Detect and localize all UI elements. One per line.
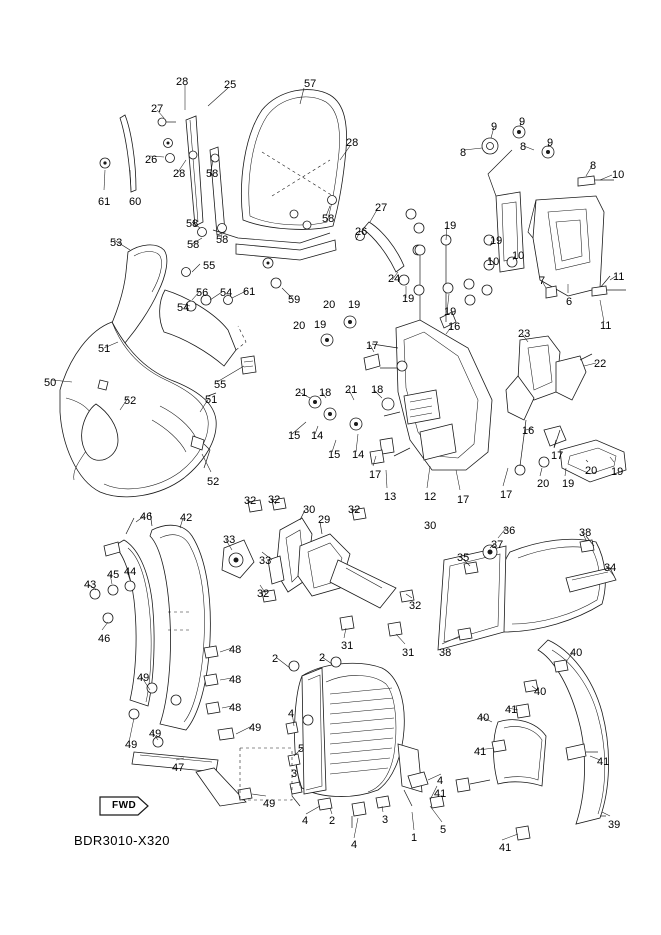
part-callout-55: 55 <box>214 379 227 391</box>
part-callout-54: 54 <box>220 287 233 299</box>
part-callout-58: 58 <box>186 218 199 230</box>
front-cowl <box>60 245 256 497</box>
part-callout-28: 28 <box>176 76 189 88</box>
part-callout-2: 2 <box>319 652 326 664</box>
part-callout-60: 60 <box>129 196 142 208</box>
part-callout-1: 1 <box>411 832 418 844</box>
part-callout-61: 61 <box>98 196 111 208</box>
part-callout-19: 19 <box>562 478 575 490</box>
part-callout-3: 3 <box>291 768 298 780</box>
part-callout-19: 19 <box>490 235 503 247</box>
part-callout-14: 14 <box>311 430 324 442</box>
part-callout-8: 8 <box>520 141 527 153</box>
part-callout-58: 58 <box>322 213 335 225</box>
part-callout-47: 47 <box>172 762 185 774</box>
part-callout-17: 17 <box>369 469 382 481</box>
part-callout-38: 38 <box>579 527 592 539</box>
part-callout-26: 26 <box>355 226 368 238</box>
part-callout-58: 58 <box>216 234 229 246</box>
part-callout-25: 25 <box>224 79 237 91</box>
part-callout-9: 9 <box>547 137 554 149</box>
part-callout-56: 56 <box>196 287 209 299</box>
part-callout-40: 40 <box>570 647 583 659</box>
part-callout-17: 17 <box>366 340 379 352</box>
part-callout-5: 5 <box>440 824 447 836</box>
part-callout-27: 27 <box>375 202 388 214</box>
part-callout-20: 20 <box>537 478 550 490</box>
fwd-direction-marker <box>98 795 150 817</box>
part-callout-32: 32 <box>268 494 281 506</box>
part-callout-5: 5 <box>298 743 305 755</box>
part-callout-38: 38 <box>439 647 452 659</box>
part-callout-33: 33 <box>223 534 236 546</box>
part-callout-4: 4 <box>351 839 358 851</box>
part-callout-17: 17 <box>500 489 513 501</box>
part-callout-48: 48 <box>229 644 242 656</box>
part-callout-18: 18 <box>319 387 332 399</box>
part-callout-11: 11 <box>600 320 612 332</box>
part-callout-4: 4 <box>302 815 309 827</box>
part-callout-58: 58 <box>187 239 200 251</box>
right-lower-panel <box>456 640 609 840</box>
part-callout-49: 49 <box>249 722 262 734</box>
part-callout-11: 11 <box>613 271 625 283</box>
part-callout-23: 23 <box>518 328 531 340</box>
part-callout-45: 45 <box>107 569 120 581</box>
part-callout-33: 33 <box>259 555 272 567</box>
part-callout-29: 29 <box>318 514 331 526</box>
part-callout-28: 28 <box>173 168 186 180</box>
part-callout-14: 14 <box>352 449 365 461</box>
part-callout-41: 41 <box>505 704 518 716</box>
part-callout-17: 17 <box>551 450 564 462</box>
part-callout-58: 58 <box>206 168 219 180</box>
part-callout-16: 16 <box>448 321 461 333</box>
part-callout-24: 24 <box>388 273 401 285</box>
part-callout-4: 4 <box>288 708 295 720</box>
part-callout-52: 52 <box>124 395 137 407</box>
part-callout-19: 19 <box>314 319 327 331</box>
part-callout-15: 15 <box>328 449 341 461</box>
part-callout-41: 41 <box>499 842 512 854</box>
part-callout-19: 19 <box>444 306 457 318</box>
diagram-code-label: BDR3010-X320 <box>74 833 170 848</box>
part-callout-41: 41 <box>434 788 447 800</box>
part-callout-8: 8 <box>590 160 597 172</box>
part-callout-49: 49 <box>149 728 162 740</box>
part-callout-30: 30 <box>424 520 437 532</box>
part-callout-31: 31 <box>402 647 415 659</box>
part-callout-27: 27 <box>151 103 164 115</box>
part-callout-54: 54 <box>177 302 190 314</box>
part-callout-44: 44 <box>124 566 137 578</box>
part-callout-12: 12 <box>424 491 437 503</box>
part-callout-43: 43 <box>84 579 97 591</box>
part-callout-4: 4 <box>437 775 444 787</box>
part-callout-53: 53 <box>110 237 123 249</box>
part-callout-31: 31 <box>341 640 354 652</box>
part-callout-19: 19 <box>611 466 624 478</box>
part-callout-20: 20 <box>293 320 306 332</box>
part-callout-49: 49 <box>263 798 276 810</box>
part-callout-51: 51 <box>98 343 111 355</box>
part-callout-9: 9 <box>491 121 498 133</box>
fwd-label: FWD <box>112 800 137 811</box>
part-callout-17: 17 <box>457 494 470 506</box>
part-callout-19: 19 <box>444 220 457 232</box>
part-callout-19: 19 <box>402 293 415 305</box>
part-callout-13: 13 <box>384 491 397 503</box>
part-callout-51: 51 <box>205 394 218 406</box>
part-callout-52: 52 <box>207 476 220 488</box>
part-callout-32: 32 <box>257 588 270 600</box>
part-callout-19: 19 <box>348 299 361 311</box>
part-callout-6: 6 <box>566 296 573 308</box>
part-callout-48: 48 <box>229 702 242 714</box>
part-callout-32: 32 <box>348 504 361 516</box>
part-callout-2: 2 <box>272 653 279 665</box>
part-callout-59: 59 <box>288 294 301 306</box>
right-side-brackets <box>506 336 626 482</box>
part-callout-42: 42 <box>180 512 193 524</box>
part-callout-40: 40 <box>477 712 490 724</box>
part-callout-36: 36 <box>503 525 516 537</box>
part-callout-22: 22 <box>594 358 607 370</box>
part-callout-20: 20 <box>323 299 336 311</box>
part-callout-18: 18 <box>371 384 384 396</box>
part-callout-46: 46 <box>98 633 111 645</box>
part-callout-46: 46 <box>140 511 153 523</box>
part-callout-30: 30 <box>303 504 316 516</box>
part-callout-20: 20 <box>585 465 598 477</box>
part-callout-34: 34 <box>604 562 617 574</box>
windscreen-part <box>241 90 346 230</box>
center-stay-frame <box>309 235 492 470</box>
part-callout-35: 35 <box>457 552 470 564</box>
part-callout-21: 21 <box>345 384 358 396</box>
part-callout-49: 49 <box>125 739 138 751</box>
part-callout-48: 48 <box>229 674 242 686</box>
part-callout-57: 57 <box>304 78 317 90</box>
part-callout-41: 41 <box>474 746 487 758</box>
part-callout-37: 37 <box>491 539 504 551</box>
part-callout-32: 32 <box>409 600 422 612</box>
part-callout-2: 2 <box>329 815 336 827</box>
part-callout-10: 10 <box>487 256 500 268</box>
part-callout-55: 55 <box>203 260 216 272</box>
part-callout-32: 32 <box>244 495 257 507</box>
part-callout-21: 21 <box>295 387 308 399</box>
part-callout-8: 8 <box>460 147 467 159</box>
part-callout-50: 50 <box>44 377 57 389</box>
part-callout-39: 39 <box>608 819 621 831</box>
part-callout-41: 41 <box>597 756 610 768</box>
part-callout-10: 10 <box>512 250 525 262</box>
part-callout-49: 49 <box>137 672 150 684</box>
part-callout-28: 28 <box>346 137 359 149</box>
part-callout-10: 10 <box>612 169 625 181</box>
part-callout-7: 7 <box>539 275 546 287</box>
part-callout-9: 9 <box>519 116 526 128</box>
part-callout-26: 26 <box>145 154 158 166</box>
part-callout-16: 16 <box>522 425 535 437</box>
part-callout-61: 61 <box>243 286 256 298</box>
windscreen-stay <box>356 209 425 272</box>
part-callout-15: 15 <box>288 430 301 442</box>
part-callout-40: 40 <box>534 686 547 698</box>
upper-right-bracket <box>465 126 626 305</box>
part-callout-3: 3 <box>382 814 389 826</box>
